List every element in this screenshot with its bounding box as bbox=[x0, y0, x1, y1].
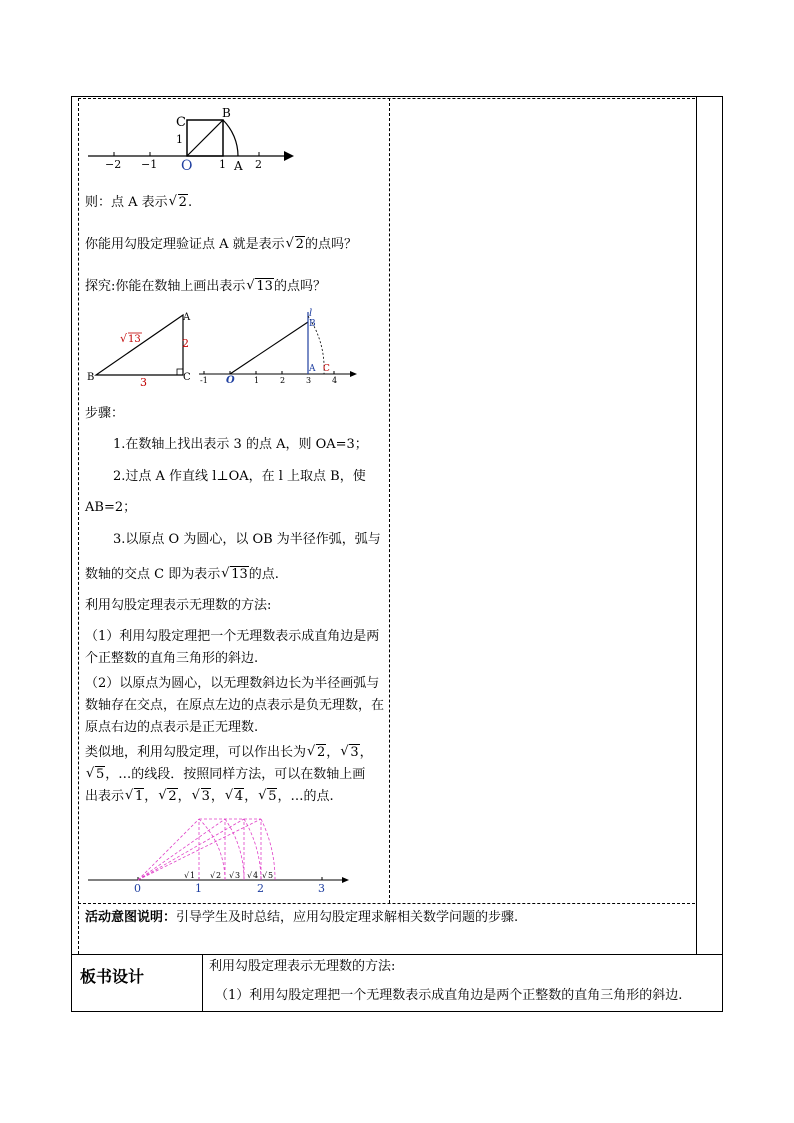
fig1-tick-2: 2 bbox=[255, 158, 262, 171]
fig2-right-tick-3: 3 bbox=[306, 376, 312, 385]
fig2-right-o: O bbox=[226, 375, 235, 386]
board-line-1: 利用勾股定理表示无理数的方法: bbox=[209, 959, 396, 974]
conclusion-line: 则：点 A 表示√ 2. bbox=[85, 195, 192, 210]
svg-text:√: √ bbox=[184, 871, 190, 880]
sqrt-symbol: √ 3 bbox=[341, 745, 359, 760]
fig2-label-a: A bbox=[183, 312, 191, 323]
figure-roots-numberline bbox=[86, 814, 356, 894]
sqrt-symbol: √ 2 bbox=[170, 195, 188, 210]
svg-text:√: √ bbox=[262, 871, 268, 880]
intent-line bbox=[85, 910, 518, 925]
table-left-border bbox=[71, 96, 72, 1012]
step-2a: 2.过点 A 作直线 l⊥OA，在 l 上取点 B，使 bbox=[113, 469, 366, 484]
similar-line-3: 出表示√ 1，√ 2，√ 3，√ 4，√ 5，…的点. bbox=[85, 789, 334, 804]
fig3-tick-3: 3 bbox=[318, 882, 325, 895]
step-3a: 3.以原点 O 为圆心，以 OB 为半径作弧，弧与 bbox=[113, 532, 381, 547]
dashed-frame-top bbox=[78, 98, 695, 99]
explore-line: 探究:你能在数轴上画出表示√ 13的点吗？ bbox=[85, 279, 326, 294]
fig2-label-c: C bbox=[183, 372, 191, 383]
fig2-label-hyp: 13 bbox=[128, 334, 141, 345]
conclusion-prefix: 则：点 A 表示 bbox=[85, 195, 168, 210]
board-label: 板书设计 bbox=[80, 967, 145, 986]
fig3-tick-2: 2 bbox=[257, 882, 264, 895]
fig1-tick-m2: −2 bbox=[105, 158, 122, 171]
intent-label: 活动意图说明： bbox=[85, 910, 177, 925]
board-line-2: （1）利用勾股定理把一个无理数表示成直角边是两个正整数的直角三角形的斜边. bbox=[215, 988, 683, 1003]
fig2-right-tick-4: 4 bbox=[332, 376, 338, 385]
fig2-right-tick-2: 2 bbox=[280, 376, 286, 385]
sqrt-symbol: √ 2 bbox=[308, 745, 326, 760]
similar-line-2: √ 5，…的线段．按照同样方法，可以在数轴上画 bbox=[85, 767, 365, 782]
sqrt-symbol: √ 2 bbox=[159, 789, 177, 804]
fig2-label-leg-v: 2 bbox=[182, 337, 189, 350]
sqrt-symbol: √ 4 bbox=[226, 789, 244, 804]
sqrt-symbol: √ 13 bbox=[247, 279, 274, 294]
svg-text:√: √ bbox=[120, 332, 128, 345]
fig1-tick-1: 1 bbox=[219, 158, 226, 171]
table-bottom-border bbox=[71, 1011, 723, 1012]
dashed-intent-divider bbox=[78, 903, 695, 904]
question-line: 你能用勾股定理验证点 A 就是表示√ 2的点吗？ bbox=[85, 237, 357, 252]
svg-text:√: √ bbox=[229, 871, 235, 880]
fig1-label-side: 1 bbox=[176, 133, 183, 146]
sqrt-symbol: √ 1 bbox=[126, 789, 144, 804]
step-1: 1.在数轴上找出表示 3 的点 A，则 OA=3； bbox=[113, 437, 368, 452]
steps-title: 步骤： bbox=[85, 406, 125, 421]
fig2-right-l: l bbox=[309, 308, 313, 319]
sqrt-symbol: √ 5 bbox=[259, 789, 277, 804]
figure-sqrt13-numberline bbox=[199, 306, 359, 390]
method-title: 利用勾股定理表示无理数的方法: bbox=[85, 598, 272, 613]
fig1-label-b: B bbox=[222, 106, 231, 120]
inner-right-border bbox=[696, 96, 697, 954]
dashed-frame-left bbox=[78, 98, 79, 954]
fig3-root-5: 5 bbox=[268, 871, 274, 880]
step-2b: AB=2； bbox=[85, 500, 137, 515]
fig2-right-b: B bbox=[309, 319, 316, 329]
fig1-label-c: C bbox=[176, 115, 186, 130]
fig2-label-b: B bbox=[87, 372, 95, 383]
fig2-right-tick-m1: -1 bbox=[200, 376, 208, 385]
sqrt-symbol: √ 3 bbox=[193, 789, 211, 804]
board-label-divider bbox=[202, 954, 203, 1012]
svg-text:√: √ bbox=[247, 871, 253, 880]
fig2-label-leg-h: 3 bbox=[140, 376, 147, 389]
fig2-right-tick-1: 1 bbox=[254, 376, 260, 385]
fig3-tick-1: 1 bbox=[195, 882, 202, 895]
method-1: （1）利用勾股定理把一个无理数表示成直角边是两个正整数的直角三角形的斜边. bbox=[85, 629, 380, 666]
fig3-root-3: 3 bbox=[235, 871, 241, 880]
fig3-root-4: 4 bbox=[253, 871, 259, 880]
fig1-label-o: O bbox=[181, 158, 193, 174]
similar-line-1: 类似地，利用勾股定理，可以作出长为√ 2，√ 3， bbox=[85, 745, 373, 760]
sqrt-symbol: √ 13 bbox=[222, 567, 249, 582]
fig3-root-1: 1 bbox=[190, 871, 196, 880]
fig3-tick-0: 0 bbox=[134, 882, 141, 895]
fig2-right-a: A bbox=[309, 364, 316, 374]
sqrt-symbol: √ 5 bbox=[87, 767, 105, 782]
table-right-border bbox=[722, 96, 723, 1012]
svg-text:√: √ bbox=[210, 871, 216, 880]
intent-text: 引导学生及时总结，应用勾股定理求解相关数学问题的步骤. bbox=[176, 910, 519, 925]
fig1-tick-m1: −1 bbox=[141, 158, 158, 171]
table-top-border bbox=[71, 96, 723, 97]
fig2-right-c: C bbox=[323, 364, 330, 374]
figure-sqrt13-triangle bbox=[86, 308, 196, 388]
figure-sqrt2-construction bbox=[84, 106, 304, 176]
row-divider bbox=[71, 954, 723, 955]
step-3b: 数轴的交点 C 即为表示√ 13的点. bbox=[85, 567, 279, 582]
dashed-column-divider bbox=[389, 98, 390, 903]
fig3-root-2: 2 bbox=[216, 871, 222, 880]
sqrt-symbol: √ 2 bbox=[287, 237, 305, 252]
method-2: （2）以原点为圆心，以无理数斜边长为半径画弧与数轴存在交点，在原点左边的点表示是负无理数，在原点右边的点表示是正无理数. bbox=[85, 676, 385, 735]
fig1-label-a: A bbox=[234, 159, 243, 173]
